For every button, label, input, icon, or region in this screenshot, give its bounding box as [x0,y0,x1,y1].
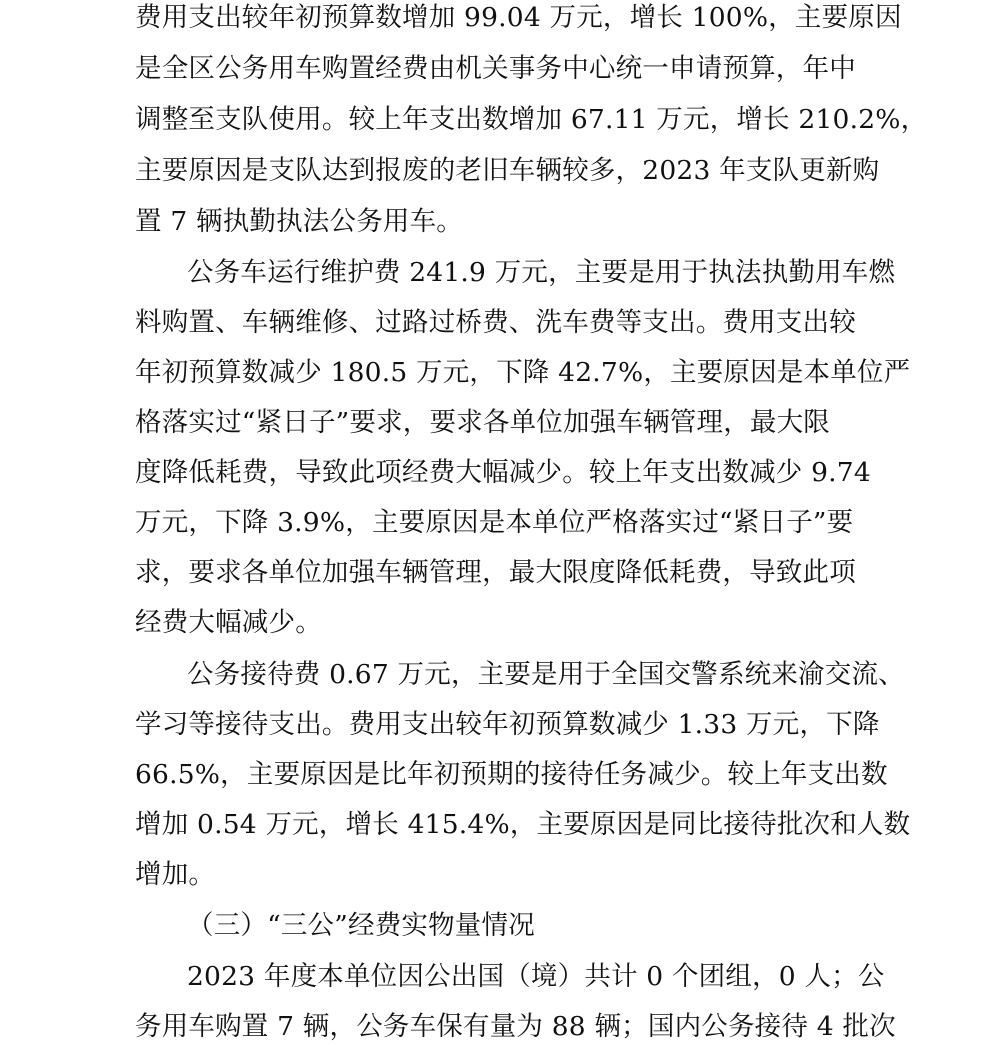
text-line: 料购置、车辆维修、过路过桥费、洗车费等支出。费用支出较 [135,307,856,338]
text-line: 66.5%，主要原因是比年初预期的接待任务减少。较上年支出数 [135,759,888,790]
text-line: 经费大幅减少。 [135,607,322,638]
paragraph-start-line: 公务车运行维护费 241.9 万元，主要是用于执法执勤用车燃 [187,257,896,288]
text-line: 是全区公务用车购置经费由机关事务中心统一申请预算，年中 [135,53,856,84]
text-line: 年初预算数减少 180.5 万元，下降 42.7%，主要原因是本单位严 [135,357,911,388]
text-line: 置 7 辆执勤执法公务用车。 [135,206,464,237]
text-line: 增加 0.54 万元，增长 415.4%，主要原因是同比接待批次和人数 [135,809,911,840]
text-line: 度降低耗费，导致此项经费大幅减少。较上年支出数减少 9.74 [135,457,871,488]
text-line: 费用支出较年初预算数增加 99.04 万元，增长 100%，主要原因 [135,2,902,33]
paragraph-start-line: 公务接待费 0.67 万元，主要是用于全国交警系统来渝交流、 [187,659,905,690]
text-line: 格落实过“紧日子”要求，要求各单位加强车辆管理，最大限 [135,407,830,438]
section-heading: （三）“三公”经费实物量情况 [187,910,535,941]
text-line: 增加。 [135,859,216,890]
paragraph-start-line: 2023 年度本单位因公出国（境）共计 0 个团组，0 人；公 [187,961,885,992]
text-line: 务用车购置 7 辆，公务车保有量为 88 辆；国内公务接待 4 批次 [135,1011,896,1042]
text-line: 万元，下降 3.9%，主要原因是本单位严格落实过“紧日子”要 [135,507,854,538]
text-line: 调整至支队使用。较上年支出数增加 67.11 万元，增长 210.2%， [135,104,928,135]
text-line: 学习等接待支出。费用支出较年初预算数减少 1.33 万元，下降 [135,709,880,740]
text-line: 主要原因是支队达到报废的老旧车辆较多，2023 年支队更新购 [135,155,880,186]
text-line: 求，要求各单位加强车辆管理，最大限度降低耗费，导致此项 [135,557,856,588]
